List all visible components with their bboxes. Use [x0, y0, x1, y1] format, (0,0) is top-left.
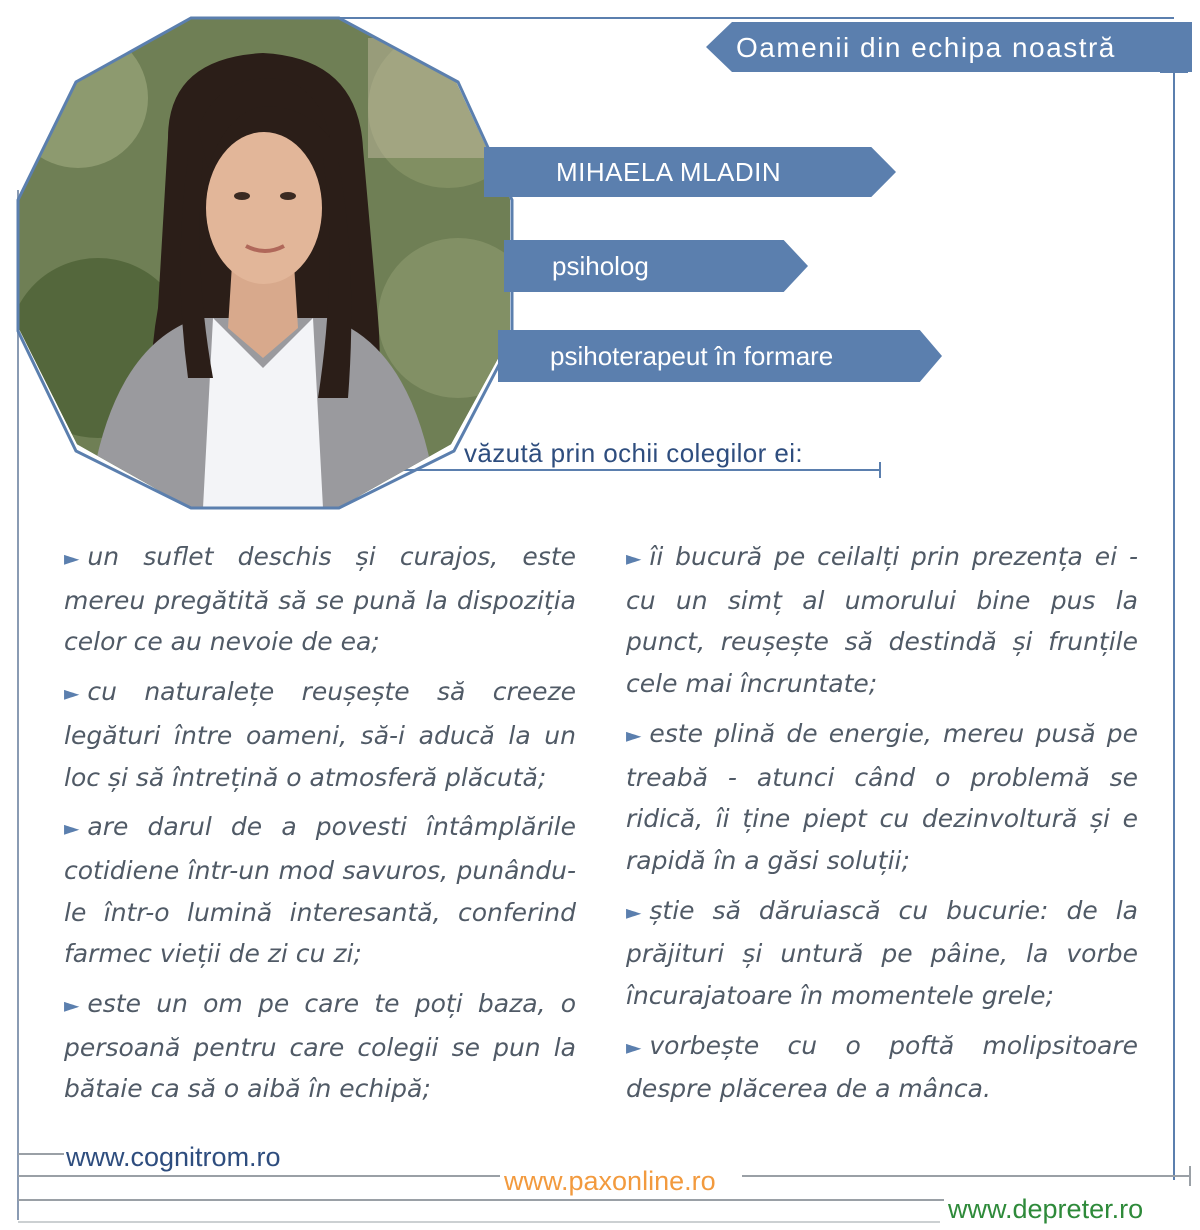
triangle-right-icon: ► [64, 993, 80, 1018]
triangle-right-icon: ► [64, 546, 80, 570]
link-cognitrom[interactable]: www.cognitrom.ro [66, 1142, 281, 1172]
left-column [64, 536, 576, 1118]
list-item: ► are darul de a povesti întâmplările cotidiene într-un mod savuros, punându-le într-o lumină interesantă, conferind farmec vieții de zi cu zi; [64, 812, 576, 969]
list-item: ► un suflet deschis și curajos, este mereu pregătită să se pună la dispoziția celor ce au nevoie de ea; [64, 542, 576, 657]
photo-frame [14, 14, 514, 512]
list-item: ► este plină de energie, mereu pusă pe treabă - atunci când o problemă se ridică, îi ține piept cu dezinvoltură și e rapidă în a găsi soluții; [626, 718, 1138, 875]
role-label-psychotherapist: psihoterapeut în formare [550, 341, 834, 371]
seen-by-heading: văzută prin ochii colegilor ei: [464, 438, 804, 468]
triangle-right-icon: ► [626, 546, 642, 570]
person-name: MIHAELA MLADIN [556, 157, 782, 187]
role-ribbon-psychologist [504, 240, 808, 292]
right-column [626, 536, 1138, 1118]
list-item: ► vorbește cu o poftă molipsitoare despre plăcerea de a mânca. [626, 1030, 1138, 1104]
list-item: ► îi bucură pe ceilalți prin prezența ei - cu un simț al umorului bine pus la punct, reușește să destindă și frunțile cele mai încruntate; [626, 542, 1138, 699]
list-item: ► este un om pe care te poți baza, o persoană pentru care colegii se pun la bătaie ca să o aibă în echipă; [64, 989, 576, 1104]
triangle-right-icon: ► [64, 816, 80, 841]
header-title: Oamenii din echipa noastră [736, 32, 1116, 63]
triangle-right-icon: ► [626, 1034, 642, 1059]
list-item: ► cu naturalețe reușește să creeze legături între oameni, să-i aducă la un loc și să întrețină o atmosferă plăcută; [64, 677, 576, 792]
role-label-psychologist: psiholog [552, 251, 649, 281]
triangle-right-icon: ► [626, 722, 642, 747]
triangle-right-icon: ► [64, 681, 80, 706]
link-depreter[interactable]: www.depreter.ro [948, 1194, 1144, 1224]
triangle-right-icon: ► [626, 899, 642, 924]
link-paxonline[interactable]: www.paxonline.ro [504, 1166, 716, 1196]
list-item: ► știe să dăruiască cu bucurie: de la prăjituri și untură pe pâine, la vorbe încurajatoare în momentele grele; [626, 895, 1138, 1011]
